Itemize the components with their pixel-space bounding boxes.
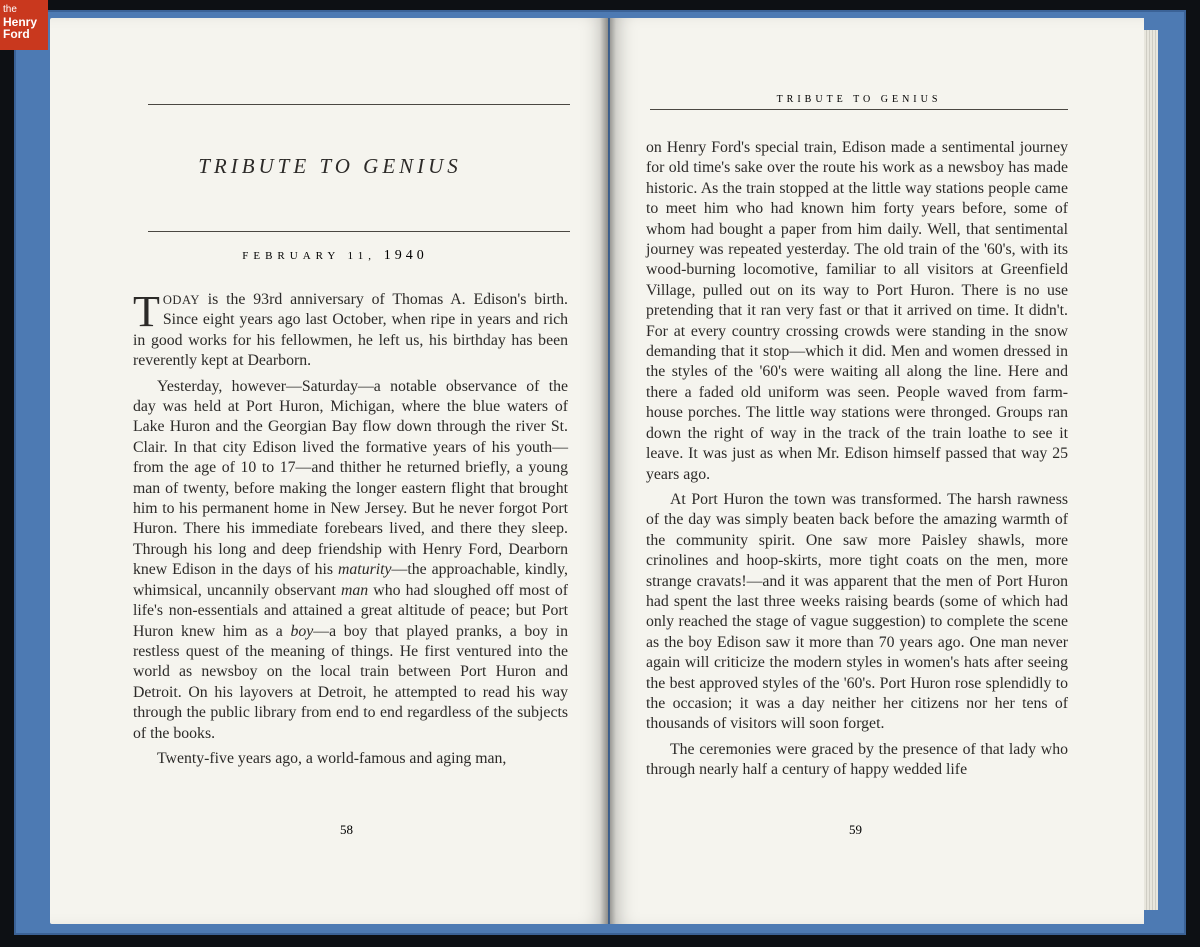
- header-rule: [650, 109, 1068, 110]
- paragraph-text: —a boy that played pranks, a boy in restless quest of the meaning of things. He first ventured into the world as newsboy on the local train between Port Huron and Detroit. On his layovers at Detroit, he attempted to read his way through the public library from end to end regardless of the subjects of the books.: [133, 622, 568, 742]
- book-gutter: [600, 18, 616, 924]
- paragraph: Twenty-five years ago, a world-famous and aging man,: [157, 749, 507, 767]
- running-head: TRIBUTE TO GENIUS: [776, 94, 942, 105]
- date-line: [140, 248, 530, 264]
- small-caps-lead: ODAY: [162, 293, 200, 307]
- title-rule: [148, 231, 570, 232]
- left-body-text: [133, 287, 569, 769]
- paragraph: [133, 377, 568, 744]
- logo-text-henry: Henry: [3, 15, 38, 29]
- italic-text: maturity: [338, 561, 392, 579]
- date-year: 1940: [383, 248, 428, 263]
- right-body-text: [646, 138, 1068, 781]
- drop-cap: T: [133, 287, 160, 336]
- italic-text: man: [340, 581, 369, 599]
- page-number-58: 58: [340, 822, 353, 837]
- page-number-59: 59: [849, 822, 862, 837]
- paragraph: At Port Huron the town was transformed. The harsh rawness of the day was simply beaten back before the amazing warmth of the community spirit. One saw more Paisley shawls, more crinolines and hoop-skirts, more tight coats on the men, more strange cravats!—and it was apparent that the men of Port Huron had spent the last three weeks raising beards (some of which had only reached the stage of vague suggestion) to complete the scene as the boy Edison saw it more than 70 years ago. One man never again will criticize the modern styles in women's hats after seeing the best approved styles of the '60's. Port Huron rose splendidly to the occasion; it was a day neither her citizens nor her tens of thousands of visitors will soon forget.: [646, 490, 1068, 733]
- paragraph-text: —the approachable, kindly, whimsical, uncannily observant: [133, 561, 568, 599]
- chapter-title: TRIBUTE TO GENIUS: [198, 154, 462, 178]
- henry-ford-logo: [0, 0, 48, 50]
- paragraph: The ceremonies were graced by the presence of that lady who through nearly half a century of happy wedded life: [646, 740, 1068, 779]
- logo-text-the: the: [3, 4, 17, 15]
- italic-text: boy: [290, 622, 314, 640]
- top-rule: [148, 104, 570, 105]
- page-edges: [1144, 30, 1158, 910]
- logo-text-ford: Ford: [3, 27, 30, 41]
- paragraph: [133, 287, 568, 372]
- date-text: FEBRUARY 11,: [242, 250, 376, 262]
- paragraph: on Henry Ford's special train, Edison made a sentimental journey for old time's sake over the route his work as a newsboy has made historic. As the train stopped at the little way stations people came to meet him who had known him forty years before, some of whom had bought a paper from him daily. Well, that sentimental journey was repeated yesterday. The old train of the '60's, with its wood-burning locomotive, familiar to all visitors at Greenfield Village, pulled out on its way to Port Huron. There is no use pretending that it ran very fast or that it arrived on time. It didn't. For at every country crossing crowds were standing in the snow demanding that it stop—which it did. Men and women dressed in the styles of the '60's were waiting all along the line. Here and there a faded old uniform was seen. People waved from farm-house porches. The little way stations were thronged. Groups ran down the right of way in the track of the train loathe to see it leave. It was just as when Mr. Edison himself passed that way 25 years ago.: [646, 139, 1068, 483]
- paragraph-text: who had sloughed off most of life's non-essentials and attained a great altitude of peace; but Port Huron knew him as a: [133, 581, 569, 640]
- paragraph-text: Yesterday, however—Saturday—a notable observance of the day was held at Port Huron, Michigan, where the blue waters of Lake Huron and the Georgian Bay flow down through the river St. Clair. In that city Edison lived the formative years of his youth—from the age of 10 to 17—and thither he returned briefly, a young man of twenty, before making the longer eastern flight that brought him to his permanent home in New Jersey. But he never forgot Port Huron. There his immediate forebears lived, and there they sleep. Through his long and deep friendship with Henry Ford, Dearborn knew Edison in the days of his: [133, 377, 568, 579]
- paragraph-text: is the 93rd anniversary of Thomas A. Edison's birth. Since eight years ago last October, when ripe in years and rich in good works for his fellowmen, he left us, his birthday has been reverently kept at Dearborn.: [133, 291, 568, 370]
